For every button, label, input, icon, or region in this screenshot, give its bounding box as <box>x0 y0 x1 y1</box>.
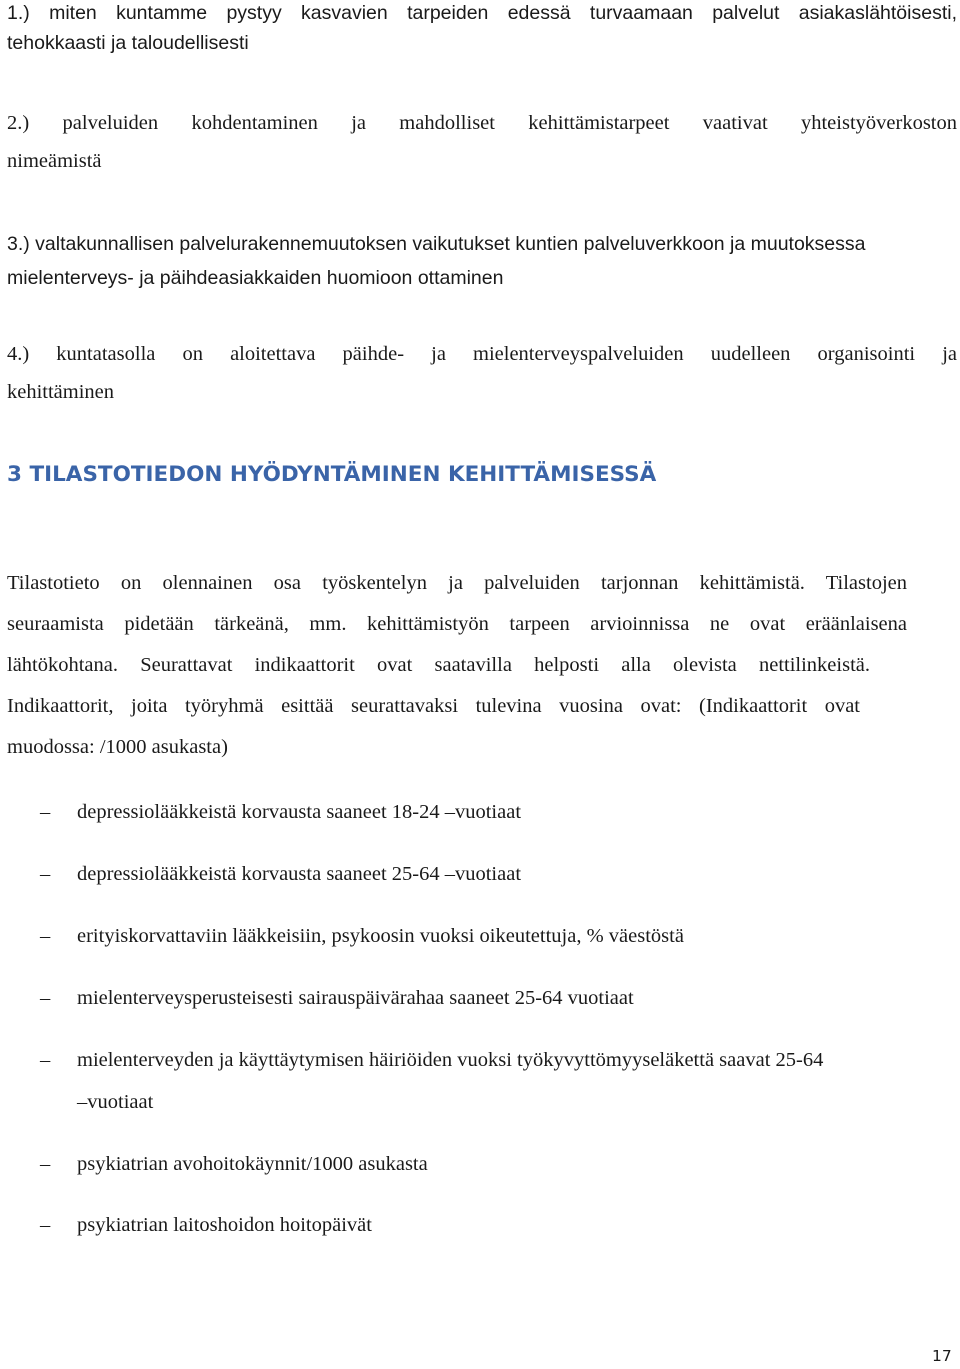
list-item-3 <box>7 227 957 295</box>
indicator-text: psykiatrian avohoitokäynnit/1000 asukasta <box>77 1153 428 1175</box>
indicator-text <box>77 1039 947 1123</box>
paragraph-line-4: Indikaattorit, joita työryhmä esittää seurattavaksi tulevina vuosina ovat: (Indikaattorit ovat <box>7 695 860 717</box>
indicator-text: psykiatrian laitoshoidon hoitopäivät <box>77 1214 372 1236</box>
paragraph-line-3: lähtökohtana. Seurattavat indikaattorit ovat saatavilla helposti alla olevista nettilinkeistä. <box>7 654 870 676</box>
list-item-3-line-2: mielenterveys- ja päihdeasiakkaiden huomioon ottaminen <box>7 267 504 289</box>
paragraph-line-1: Tilastotieto on olennainen osa työskentelyn ja palveluiden tarjonnan kehittämistä. Tilastojen <box>7 572 907 594</box>
list-item-2-line-2: nimeämistä <box>7 150 102 172</box>
list-item-3-line-1: 3.) valtakunnallisen palvelurakennemuutoksen vaikutukset kuntien palveluverkkoon ja muutoksessa <box>7 233 866 255</box>
list-item-1-line-2: tehokkaasti ja taloudellisesti <box>7 32 249 54</box>
indicator-text-line-2: –vuotiaat <box>77 1091 154 1113</box>
indicator-text: erityiskorvattaviin lääkkeisiin, psykoosin vuoksi oikeutettuja, % väestöstä <box>77 925 684 947</box>
dash-bullet-icon: – <box>40 1049 51 1071</box>
dash-bullet-icon: – <box>40 925 51 947</box>
indicator-text-line-1: mielenterveyden ja käyttäytymisen häiriöiden vuoksi työkyvyttömyyseläkettä saavat 25-64 <box>77 1049 824 1071</box>
dash-bullet-icon: – <box>40 987 51 1009</box>
indicator-text: depressiolääkkeistä korvausta saaneet 25-64 –vuotiaat <box>77 863 522 885</box>
indicator-text: mielenterveysperusteisesti sairauspäivärahaa saaneet 25-64 vuotiaat <box>77 987 634 1009</box>
statistics-paragraph <box>7 563 907 768</box>
list-item-1 <box>7 0 957 58</box>
indicator-text: depressiolääkkeistä korvausta saaneet 18-24 –vuotiaat <box>77 801 522 823</box>
list-item-1-line-1: 1.) miten kuntamme pystyy kasvavien tarpeiden edessä turvaamaan palvelut asiakaslähtöisesti, <box>7 2 957 24</box>
paragraph-line-2: seuraamista pidetään tärkeänä, mm. kehittämistyön tarpeen arvioinnissa ne ovat eräänlaisena <box>7 613 907 635</box>
page-number: 17 <box>932 1347 952 1365</box>
list-item-2 <box>7 104 957 180</box>
dash-bullet-icon: – <box>40 1153 51 1175</box>
section-heading: 3 TILASTOTIEDON HYÖDYNTÄMINEN KEHITTÄMISESSÄ <box>7 462 657 487</box>
list-item-4 <box>7 335 957 411</box>
dash-bullet-icon: – <box>40 1214 51 1236</box>
paragraph-line-5: muodossa: /1000 asukasta) <box>7 736 228 758</box>
dash-bullet-icon: – <box>40 863 51 885</box>
dash-bullet-icon: – <box>40 801 51 823</box>
list-item-4-line-1: 4.) kuntatasolla on aloitettava päihde- ja mielenterveyspalveluiden uudelleen organisointi ja <box>7 343 957 365</box>
list-item-4-line-2: kehittäminen <box>7 381 115 403</box>
list-item-2-line-1: 2.) palveluiden kohdentaminen ja mahdolliset kehittämistarpeet vaativat yhteistyöverkoston <box>7 112 957 134</box>
